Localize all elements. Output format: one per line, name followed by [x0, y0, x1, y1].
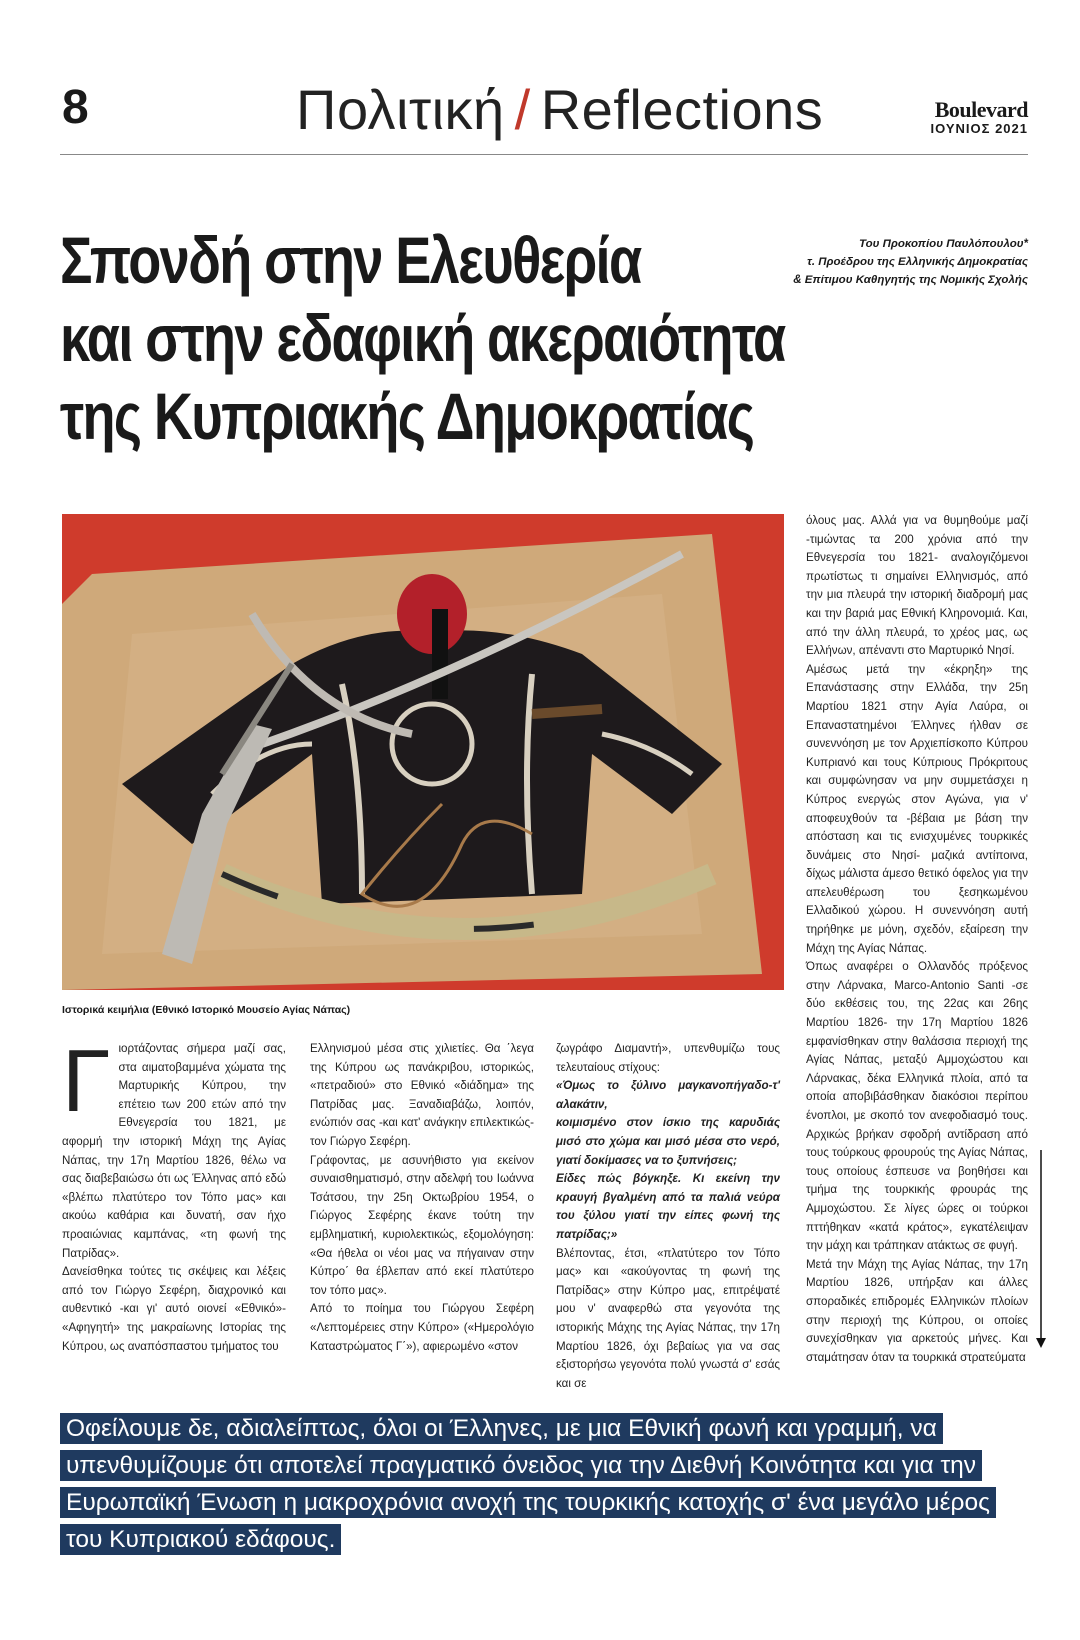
header-divider	[60, 154, 1028, 155]
paragraph: όλους μας. Αλλά για να θυμηθούμε μαζί -τιμώντας τα 200 χρόνια από την Εθνεγερσία του 1821- αναλογιζόμενοι πρωτίστως τι σημαίνει Ελληνισμός, από την μια πλευρά την ιστορική διαδρομή μας και την βαριά μας Εθνική Κληρονομιά. Και, από την άλλη πλευρά, το χρέος μας, ως Ελλήνων, απέναντι στο Μαρτυρικό Νησί.	[806, 514, 1028, 658]
section-name: Πολιτική	[296, 78, 505, 141]
section-name-en: Reflections	[540, 78, 824, 141]
poem-verse: κοιμισμένο στον ίσκιο της καρυδιάς μισό στο χώμα και μισό μέσα στο νερό, γιατί δοκίμασες να το ξυπνήσεις;	[556, 1116, 780, 1167]
photo-caption: Ιστορικά κειμήλια (Εθνικό Ιστορικό Μουσείο Αγίας Νάπας)	[62, 1004, 351, 1016]
masthead	[931, 98, 1028, 136]
article-column-2	[310, 1040, 534, 1356]
section-separator: /	[514, 78, 531, 141]
article-title	[60, 222, 785, 456]
brand-logo: Boulevard	[934, 97, 1028, 122]
pull-quote-text: Οφείλουμε δε, αδιαλείπτως, όλοι οι Έλληνες, με μια Εθνική φωνή και γραμμή, να υπενθυμίζουμε ότι αποτελεί πραγματικό όνειδος για την Διεθνή Κοινότητα και για την Ευρωπαϊκή Ένωση η μακροχρόνια ανοχή της τουρκικής κατοχής σ' ένα μεγάλο μέρος του Κυπριακού εδάφους.	[60, 1413, 996, 1555]
museum-relics-image	[62, 514, 784, 990]
poem-verse: Είδες πώς βόγκηξε. Κι εκείνη την κραυγή βγαλμένη από τα παλιά νεύρα του ξύλου γιατί την είπες φωνή της πατρίδας;»	[556, 1172, 780, 1241]
issue-date: ΙΟΥΝΙΟΣ 2021	[930, 121, 1028, 137]
article-photo	[62, 514, 784, 990]
paragraph: Από το ποίημα του Γιώργου Σεφέρη «Λεπτομέρειες στην Κύπρο» («Ημερολόγιο Καταστρώματος Γ΄»), αφιερωμένο «στον	[310, 1302, 534, 1353]
paragraph: Δανείσθηκα τούτες τις σκέψεις και λέξεις από τον Γιώργο Σεφέρη, διαχρονικό και αυθεντικό -και γι' αυτό οιονεί «Εθνικό»- «Αφηγητή» της μακραίωνης Ιστορίας της Κύπρου, ως αναπόσπαστου τμήματος του	[62, 1265, 286, 1353]
byline-author: Του Προκοπίου Παυλόπουλου*	[859, 238, 1028, 250]
continue-arrow-icon	[1036, 1150, 1046, 1350]
paragraph: Όπως αναφέρει ο Ολλανδός πρόξενος στην Λάρνακα, Marco-Antonio Santi -σε δύο εκθέσεις του, της 22ας και 26ης Μαρτίου 1826- την 17η Μαρτίου 1826 εμφανίσθηκαν στην θαλάσσια περιοχή της Αγίας Νάπας, μεταξύ Αμμοχώστου και Λάρνακας, δέκα Ελληνικά πλοία, από τα οποία αποβιβάσθηκαν διακόσιοι περίπου ένοπλοι, με σκοπό τον ανεφοδιασμό τους. Αρχικώς βρήκαν σφοδρή αντίδραση από τους τούρκους φρουρούς της Αγίας Νάπας, τους οποίους έσπευσε να βοηθήσει και τμήμα της τουρκικής φρουράς της Αμμοχώστου. Σε λίγες ώρες οι τούρκοι πττήθηκαν «κατά κράτος», εγκατέλειψαν την μάχη και τράπηκαν ατάκτως σε φυγή.	[806, 960, 1028, 1253]
paragraph: Γράφοντας, με ασυνήθιστο για εκείνον συναισθηματισμό, στην αδελφή του Ιωάννα Τσάτσου, την 25η Οκτωβρίου 1954, ο Γιώργος Σεφέρης έκανε τούτη την εμβληματική, κυριολεκτικώς, εξομολόγηση: «Θα ήθελα οι νέοι μας να πήγαιναν στην Κύπρο΄ θα έβλεπαν από εκεί πλατύτερο τον τόπο μας».	[310, 1153, 534, 1297]
pull-quote	[60, 1410, 1020, 1558]
byline	[793, 236, 1028, 289]
article-column-3	[556, 1040, 780, 1393]
paragraph: ζωγράφο Διαμαντή», υπενθυμίζω τους τελευταίους στίχους:	[556, 1042, 780, 1074]
paragraph: Βλέποντας, έτσι, «πλατύτερο τον Τόπο μας» και «ακούγοντας τη φωνή της Πατρίδας» στην Κύπρο μας, επιτρέψατέ μου ν' αναφερθώ στα γεγονότα της ιστορικής Μάχης της Αγίας Νάπας, την 17η Μαρτίου 1826, όχι βεβαίως για να σας εξιστορήσω γεγονότα πολύ γνωστά σ' εσάς και σε	[556, 1246, 780, 1390]
byline-role: & Επίτιμου Καθηγητής της Νομικής Σχολής	[793, 273, 1028, 286]
byline-role: τ. Προέδρου της Ελληνικής Δημοκρατίας	[807, 255, 1028, 268]
article-column-1	[62, 1031, 286, 1356]
paragraph: ιορτάζοντας σήμερα μαζί σας, στα αιματοβαμμένα χώματα της Μαρτυρικής Κύπρου, την επέτειο των 200 ετών από την Εθνεγερσία του 1821, με αφορμή την ιστορική Μάχη της Αγίας Νάπας, την 17η Μαρτίου 1826, θέλω να σας διαβεβαιώσω ότι ως Έλληνας από εδώ «βλέπω πλατύτερο τον Τόπο μας» και ακούω καθάρια και δυνατή, σαν ήχο προαιώνιας καμπάνας, «τη φωνή της Πατρίδας».	[62, 1042, 286, 1260]
paragraph: Μετά την Μάχη της Αγίας Νάπας, την 17η Μαρτίου 1826, υπήρξαν και άλλες σποραδικές επιδρομές Ελληνικών πλοίων στην περιοχή της Κύπρου, οι οποίες συνεχίσθηκαν για αρκετούς μήνες. Και σταμάτησαν όταν τα τουρκικά στρατεύματα	[806, 1257, 1028, 1364]
title-line: Σπονδή στην Ελευθερία	[60, 223, 641, 297]
paragraph: Αμέσως μετά την «έκρηξη» της Επανάστασης στην Ελλάδα, την 25η Μαρτίου 1821 στην Αγία Λαύρα, οι Επαναστατημένοι Έλληνες ήλθαν σε συνεννόηση με τον Αρχιεπίσκοπο Κύπρου Κυπριανό και τους Κύπριους Πρόκριτους και συμφώνησαν να μην συμμετάσχει η Κύπρος ενεργώς στον Αγώνα, για ν' αποφευχθούν τα -βέβαια με βάση την απόσταση και τις ενισχυμένες τουρκικές δυνάμεις στο Νησί- μαζικά αντίποινα, δίχως μάλιστα άμεσο θετικό όφελος για την απελευθέρωση του ξεσηκωμένου Ελλαδικού χώρου. Η συνεννόηση αυτή τηρήθηκε με μόνη, σχεδόν, εξαίρεση την Μάχη της Αγίας Νάπας.	[806, 662, 1028, 955]
page-number: 8	[62, 81, 89, 134]
title-line: και στην εδαφική ακεραιότητα	[60, 300, 785, 375]
section-title	[296, 78, 824, 141]
drop-cap: Γ	[62, 1031, 111, 1130]
paragraph: Ελληνισμού μέσα στις χιλιετίες. Θα ΄λεγα της Κύπρου ως πανάκριβου, ιστορικώς, «πετραδιού» στο Εθνικό «διάδημα» της Πατρίδας μας. Ξαναδιαβάζω, λοιπόν, ενώπιόν σας -και κατ' ανάγκην επιλεκτικώς- τον Γιώργο Σεφέρη.	[310, 1042, 534, 1148]
article-column-4	[806, 512, 1028, 1367]
poem-verse: «Όμως το ξύλινο μαγκανοπήγαδο-τ' αλακάτιν,	[556, 1079, 780, 1111]
title-line: της Κυπριακής Δημοκρατίας	[60, 378, 754, 453]
